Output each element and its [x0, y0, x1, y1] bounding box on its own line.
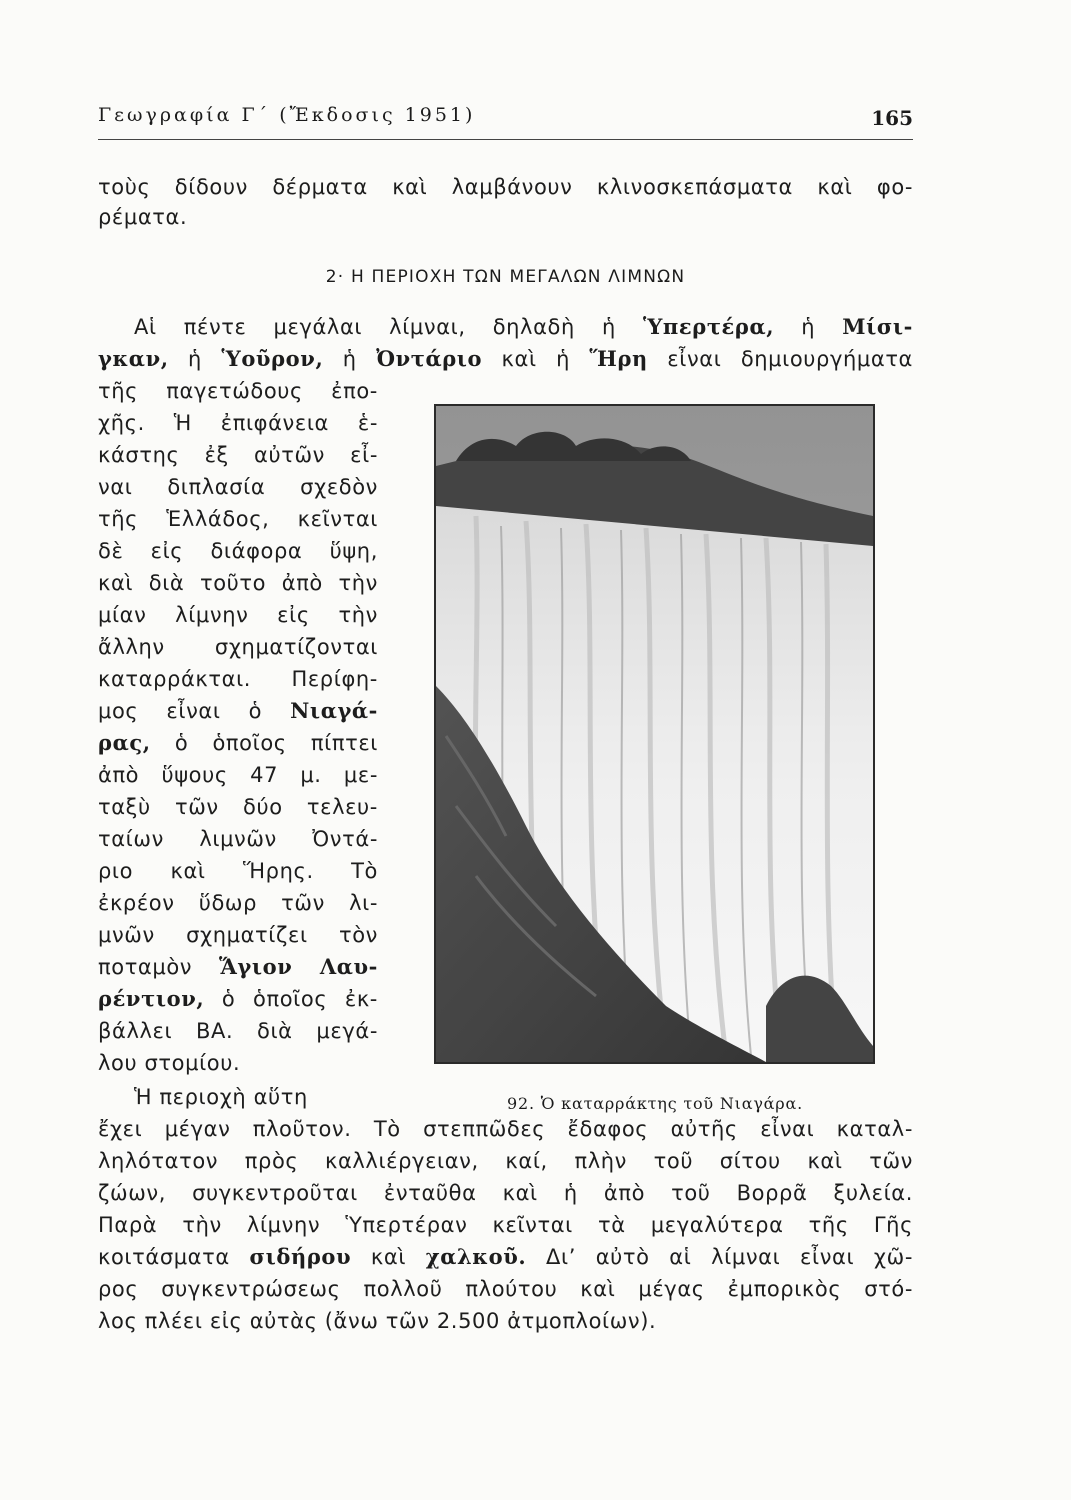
text-line: Ἡ περιοχὴ αὕτη — [134, 1085, 308, 1109]
text-line: ἐκρέον ὕδωρ τῶν λι- — [98, 891, 378, 915]
text-line: μίαν λίμνην εἰς τὴν — [98, 603, 378, 627]
text-line: τῆς παγετώδους ἐπο- — [98, 379, 378, 403]
text-line: Αἱ πέντε μεγάλαι λίμναι, δηλαδὴ ἡ Ὑπερτέρα, ἡ Μίσι- — [134, 314, 913, 339]
text-line: ρος συγκεντρώσεως πολλοῦ πλούτου καὶ μέγας ἐμπορικὸς στό- — [98, 1277, 913, 1301]
text-line: κοιτάσματα σιδήρου καὶ χαλκοῦ. Δι’ αὐτὸ αἱ λίμναι εἶναι χῶ- — [98, 1244, 913, 1269]
waterfall-illustration — [436, 406, 873, 1062]
text-line: δὲ εἰς διάφορα ὕψη, — [98, 539, 378, 563]
text-line: τοὺς δίδουν δέρματα καὶ λαμβάνουν κλινοσκεπάσματα καὶ φο- — [98, 175, 913, 199]
text-line: τῆς Ἑλλάδος, κεῖνται — [98, 507, 378, 531]
text-line: μος εἶναι ὁ Νιαγά- — [98, 698, 378, 723]
figure-caption: 92. Ὁ καταρράκτης τοῦ Νιαγάρα. — [507, 1094, 803, 1113]
niagara-falls-photo — [434, 404, 875, 1064]
text-line: βάλλει ΒΑ. διὰ μεγά- — [98, 1019, 378, 1043]
text-line: μνῶν σχηματίζει τὸν — [98, 923, 378, 947]
text-line: ρέματα. — [98, 205, 188, 229]
text-line: κάστης ἐξ αὐτῶν εἶ- — [98, 443, 378, 467]
text-line: ληλότατον πρὸς καλλιέργειαν, καί, πλὴν τοῦ σίτου καὶ τῶν — [98, 1149, 913, 1173]
text-line: Παρὰ τὴν λίμνην Ὑπερτέραν κεῖνται τὰ μεγαλύτερα τῆς Γῆς — [98, 1213, 913, 1237]
text-line: ριο καὶ Ἥρης. Τὸ — [98, 859, 378, 883]
text-line: ἄλλην σχηματίζονται — [98, 635, 378, 659]
text-line: λου στομίου. — [98, 1051, 241, 1075]
running-header — [98, 100, 913, 136]
text-line: ἀπὸ ὕψους 47 μ. με- — [98, 763, 378, 787]
text-line: ρέντιον, ὁ ὁποῖος ἐκ- — [98, 986, 378, 1011]
text-line: ταξὺ τῶν δύο τελευ- — [98, 795, 378, 819]
text-line: ἔχει μέγαν πλοῦτον. Τὸ στεππῶδες ἔδαφος αὐτῆς εἶναι καταλ- — [98, 1117, 913, 1141]
text-line: χῆς. Ἡ ἐπιφάνεια ἑ- — [98, 411, 378, 435]
text-line: ταίων λιμνῶν Ὀντά- — [98, 827, 378, 851]
text-line: γκαν, ἡ Ὑοῦρον, ἡ Ὀντάριο καὶ ἡ Ἥρη εἶναι δημιουργήματα — [98, 346, 914, 371]
text-line: καταρράκται. Περίφη- — [98, 667, 378, 691]
header-title: Γεωγραφία Γ΄ (Ἔκδοσις 1951) — [98, 104, 476, 126]
page-number: 165 — [871, 106, 913, 130]
text-line: ποταμὸν Ἅγιον Λαυ- — [98, 954, 378, 979]
section-heading: 2· Η ΠΕΡΙΟΧΗ ΤΩΝ ΜΕΓΑΛΩΝ ΛΙΜΝΩΝ — [325, 267, 686, 287]
text-line: ναι διπλασία σχεδὸν — [98, 475, 378, 499]
header-rule — [98, 139, 913, 140]
text-line: καὶ διὰ τοῦτο ἀπὸ τὴν — [98, 571, 378, 595]
text-line: λος πλέει εἰς αὐτὰς (ἄνω τῶν 2.500 ἀτμοπλοίων). — [98, 1309, 657, 1333]
text-line: ρας, ὁ ὁποῖος πίπτει — [98, 730, 378, 755]
text-line: ζώων, συγκεντροῦται ἐνταῦθα καὶ ἡ ἀπὸ τοῦ Βορρᾶ ξυλεία. — [98, 1181, 913, 1205]
